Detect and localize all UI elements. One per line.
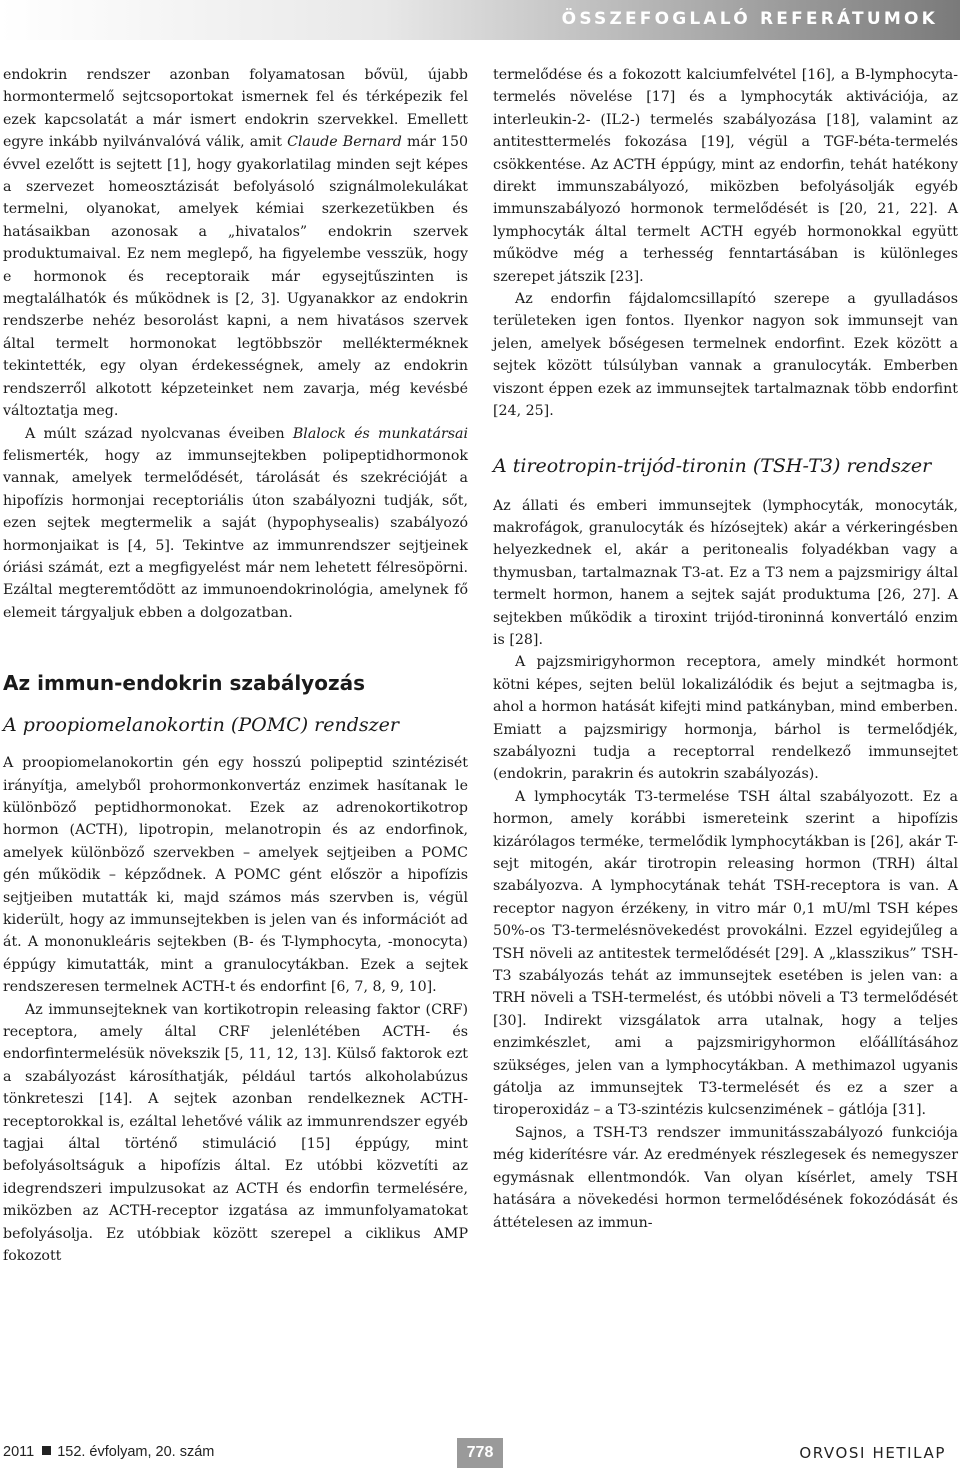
page-number: 778 xyxy=(457,1438,503,1468)
section-title: ÖSSZEFOGLALÓ REFERÁTUMOK xyxy=(561,9,938,29)
paragraph: Sajnos, a TSH-T3 rendszer immunitásszabályozó funkciója még kiderítésre vár. Az eredmények részlegesek és nemegyszer egymásnak ellentmondók. Van olyan kísérlet, amely TSH hatására a növekedési hormon termelődésének fokozódását és áttételesen az immun- xyxy=(493,1124,958,1231)
paragraph: A múlt század nyolcvanas éveiben Blalock és munkatársai felismerték, hogy az immunsejtekben polipeptidhormonok vannak, amelyek termelődését, tárolását és szekrécióját a hipofízis hormonjai receptoriális úton szabályozni tudják, sőt, ezen sejtek megtermelik a saját (hypophysealis) szabályozó hormonjaikat is [4, 5]. Tekintve az immunrendszer sejtjeinek óriási számát, ezt a megfigyelést már nem lehetett félresöpörni. Ezáltal megteremtődött az immunoendokrinológia, amelynek fő elemeit tárgyaljuk ebben a dolgozatban. xyxy=(3,425,469,621)
paragraph: A lymphocyták T3-termelése TSH által szabályozott. Ez a hormon, amely korábbi ismereteink szerint a hipofízis kizárólagos terméke, termelődik lymphocytákban is [26], akár T-sejt mitogén, akár tirotropin releasing hormon (TRH) által szabályozva. A lymphocytának tehát TSH-receptora is van. A receptor nagyon érzékeny, in vitro már 0,1 mU/ml TSH képes 50%-os T3-termelésnövekedést provokálni. Ezzel egyidejűleg a TSH növeli az antitestek termelődését [29]. A „klasszikus” TSH-T3 szabályozás tehát az immunsejtek esetében is jelen van: a TRH növeli a TSH-termelést, és utóbbi növeli a T3 termelődését [30]. Indirekt vizsgálatok arra utalnak, hogy a teljes enzimkészlet, ami a pajzsmirigyhormon előállításához szükséges, jelen van a lymphocytákban. A methimazol ugyanis gátolja az immunsejtek T3-termelését és ez a szer a tiroperoxidáz – a T3-szintézis kulcsenzimének – gátlója [31]. xyxy=(493,788,958,1119)
right-column xyxy=(493,64,958,1234)
paragraph: A pajzsmirigyhormon receptora, amely mindkét hormont kötni képes, sejten belül lokalizálódik és bejut a sejtmagba is, ahol a hormon hatását kifejti mind patkányban, mind emberben. Emiatt a pajzsmirigy hormonja, bárhol is termelődjék, szabályozni tudja a receptorral rendelkező immunsejtet (endokrin, parakrin és autokrin szabályozás). xyxy=(493,654,958,783)
header-bar xyxy=(0,0,960,40)
left-column xyxy=(3,64,468,1268)
issue-info xyxy=(3,1444,214,1460)
page-footer xyxy=(0,1438,960,1470)
paragraph: Az endorfin fájdalomcsillapító szerepe a gyulladásos területeken igen fontos. Ilyenkor nagyon sok immunsejt van jelen, amelyek bőségesen termelnek endorfint. Ezek között a sejtek között túlsúlyban vannak a granulocyták. Emberben viszont éppen ezek az immunsejtek tartalmaznak több endorfint [24, 25]. xyxy=(493,291,958,420)
paragraph: Az immunsejteknek van kortikotropin releasing faktor (CRF) receptora, amely által CRF jelenlétében ACTH- és endorfintermelésük növekszik [5, 11, 12, 13]. Külső faktorok ezt a szabályozást károsíthatják, például tartós alkoholabúzus tönkreteszi [14]. A sejtek azonban rendelkeznek ACTH-receptorokkal is, ezáltal lehetővé válik az immunrendszer egyéb tagjai által történő stimuláció [15] éppúgy, mint befolyásoltságuk a hipofízis által. Ez utóbbi közvetíti az idegrendszeri impulzusokat az ACTH és endorfin termelésére, miközben az ACTH-receptor izgatása az immunfolyamatokat befolyásolja. Ez utóbbiak között szerepel a ciklikus AMP fokozott xyxy=(3,1001,468,1265)
subsection-heading: A proopiomelanokortin (POMC) rendszer xyxy=(3,714,399,737)
volume-issue: 152. évfolyam, 20. szám xyxy=(57,1444,215,1460)
author-name: Blalock és munkatársai xyxy=(292,425,469,442)
paragraph: Az állati és emberi immunsejtek (lymphocyták, monocyták, makrofágok, granulocyták és hízósejtek) akár a vérkeringésben helyezkednek el, akár a peritonealis folyadékban vagy a thymusban, tartalmaznak T3-at. Ez a T3 nem a pajzsmirigy által termelt hormon, hanem a sejtek saját produktuma [26, 27]. A sejtekben működik a tiroxint trijód-tironinná konvertáló enzim is [28]. xyxy=(493,497,958,648)
paragraph: endokrin rendszer azonban folyamatosan bővül, újabb hormontermelő sejtcsoportokat ismernek fel és térképezik fel ezek kapcsolatát a már ismert endokrin szervekkel. Emellett egyre inkább nyilvánvalóvá válik, amit Claude Bernard már 150 évvel ezelőtt is sejtett [1], hogy gyakorlatilag minden sejt képes a szervezet homeosztázisát befolyásoló szignálmolekulákat termelni, olyanokat, amelyek kémiai szerkezetükben és hatásaikban azonosak a „hivatalos” endokrin szervek produktumaival. Ez nem meglepő, ha figyelembe vesszük, hogy e hormonok és receptoraik már egysejtűszinten is megtalálhatók és működnek is [2, 3]. Ugyanakkor az endokrin rendszerbe nehéz besorolást kapni, a nem hivatásos szervek által termelt hormonokat legtöbbször mellékterméknek tekintették, egy olyan érdekességnek, amely az endokrin rendszerről alkotott képzeteinket nem zavarja, még kevésbé változtatja meg. xyxy=(3,67,468,420)
journal-name: ORVOSI HETILAP xyxy=(799,1444,946,1462)
paragraph: termelődése és a fokozott kalciumfelvétel [16], a B-lymphocyta-termelés növelése [17] és a lymphocyták aktivációja, az interleukin-2- (IL2-) termelés szabályozása [18], valamint az antitesttermelés fokozása [19], végül a TGF-béta-termelés csökkentése. Az ACTH éppúgy, mint az endorfin, tehát hatékony direkt immunszabályozó, miközben befolyásolják egyéb immunszabályozó hormonok termelődését is [20, 21, 22]. A lymphocyták által termelt ACTH egyéb hormonokkal együtt működve még a terhesség fenntartásában is különleges szerepet játszik [23]. xyxy=(493,67,958,285)
square-separator-icon xyxy=(42,1446,51,1455)
subsection-heading: A tireotropin-trijód-tironin (TSH-T3) rendszer xyxy=(493,454,932,477)
section-heading: Az immun-endokrin szabályozás xyxy=(3,671,366,696)
paragraph: A proopiomelanokortin gén egy hosszú polipeptid szintézisét irányítja, amelyből prohormonkonvertáz enzimek hasítanak le különböző peptidhormonokat. Ezek az adrenokortikotrop hormon (ACTH), lipotropin, melanotropin és az endorfinok, amelyek különböző szervekben – amelyek sejtjeiben a POMC gén működik – képződnek. A POMC gént először a hipofízis sejtjeiben mutatták ki, majd számos más szervben is, végül kiderült, hogy az immunsejtekben is jelen van és információt ad át. A mononukleáris sejtekben (B- és T-lymphocyta, -monocyta) éppúgy kimutatták, mint a granulocytákban. Ezek a sejtek rendszeresen termelnek ACTH-t és endorfint [6, 7, 8, 9, 10]. xyxy=(3,755,468,996)
year: 2011 xyxy=(3,1444,35,1460)
author-name: Claude Bernard xyxy=(287,134,402,151)
